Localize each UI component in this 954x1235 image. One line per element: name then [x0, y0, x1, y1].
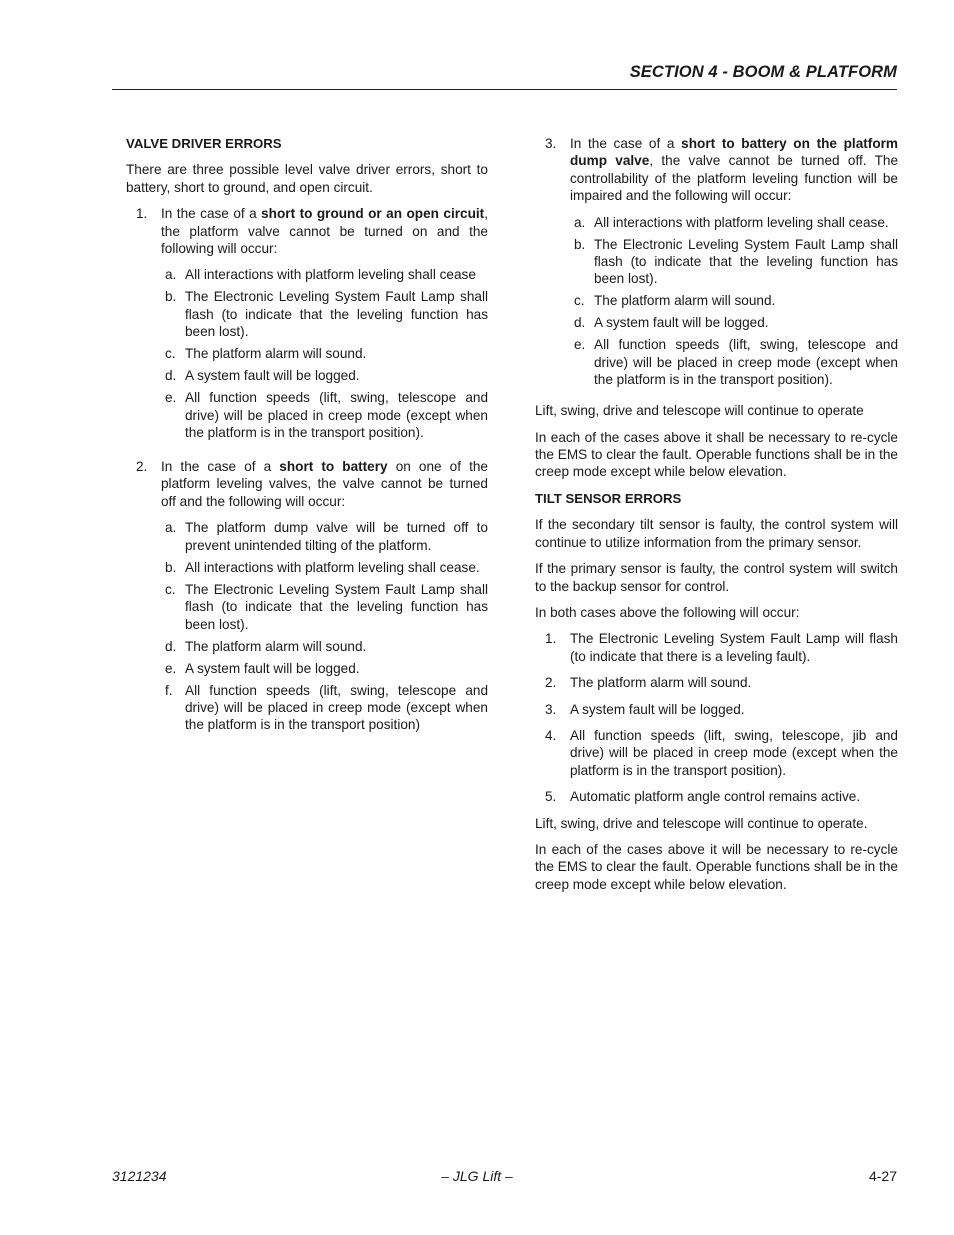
tilt-recycle-note: In each of the cases above it will be necessary to re-cycle the EMS to clear the fault. Operable functions shall be in the creep mode except while below elevation.	[535, 841, 898, 892]
item-number: 3.	[545, 136, 557, 151]
valve-driver-errors-heading: VALVE DRIVER ERRORS	[126, 136, 282, 151]
footer-doc-number: 3121234	[112, 1168, 167, 1184]
recycle-note: In each of the cases above it shall be necessary to re-cycle the EMS to clear the fault. Operable functions shall be in the creep mode except while below elevation.	[535, 429, 898, 480]
sub-list	[161, 266, 488, 441]
right-column	[535, 135, 898, 902]
sub-list-item: b. The Electronic Leveling System Fault Lamp shall flash (to indicate that the leveling function has been lost).	[165, 289, 488, 340]
item-number: 1.	[136, 206, 148, 222]
tilt-sensor-errors-heading: TILT SENSOR ERRORS	[535, 490, 682, 506]
tilt-paragraph: If the secondary tilt sensor is faulty, the control system will continue to utilize information from the primary sensor.	[535, 517, 898, 550]
section-title: SECTION 4 - BOOM & PLATFORM	[629, 63, 897, 81]
sub-list-item: f. All function speeds (lift, swing, telescope and drive) will be placed in creep mode (except when the platform is in the transport position)	[165, 682, 488, 733]
sub-list-item: e. All function speeds (lift, swing, telescope and drive) will be placed in creep mode (except when the platform is in the transport position).	[574, 337, 898, 388]
list-item: 1. The Electronic Leveling System Fault Lamp will flash (to indicate that there is a leveling fault).	[545, 631, 898, 664]
sub-list-item: c. The platform alarm will sound.	[165, 346, 367, 362]
tilt-paragraph: If the primary sensor is faulty, the control system will switch to the backup sensor for control.	[535, 561, 898, 594]
sub-list-item: a. All interactions with platform leveling shall cease	[165, 267, 476, 283]
sub-list-item: b. The Electronic Leveling System Fault Lamp shall flash (to indicate that the leveling function has been lost).	[574, 236, 898, 287]
item-text: In the case of a short to ground or an open circuit, the platform valve cannot be turned on and the following will occur:	[161, 206, 488, 257]
tilt-paragraph: In both cases above the following will occur:	[535, 604, 800, 620]
left-column	[126, 135, 488, 747]
intro-paragraph: There are three possible level valve driver errors, short to battery, short to ground, and open circuit.	[126, 162, 488, 195]
tilt-continue-note: Lift, swing, drive and telescope will continue to operate.	[535, 815, 868, 831]
footer-page-number: 4-27	[868, 1168, 897, 1184]
sub-list-item: d. A system fault will be logged.	[574, 315, 769, 331]
list-item	[126, 205, 488, 446]
item-text: In the case of a short to battery on the platform dump valve, the valve cannot be turned off. The controllability of the platform leveling function will be impaired and the following will occur:	[570, 136, 899, 204]
list-item: 3. A system fault will be logged.	[545, 701, 745, 717]
sub-list-item: d. A system fault will be logged.	[165, 368, 360, 384]
sub-list-item: c. The platform alarm will sound.	[574, 293, 776, 309]
list-item: 5. Automatic platform angle control remains active.	[545, 789, 861, 805]
sub-list	[570, 214, 898, 389]
list-item	[535, 135, 898, 393]
header-divider	[112, 89, 897, 90]
continue-note: Lift, swing, drive and telescope will continue to operate	[535, 403, 864, 419]
sub-list-item: c. The Electronic Leveling System Fault Lamp shall flash (to indicate that the leveling function has been lost).	[165, 581, 488, 632]
sub-list-item: b. All interactions with platform leveling shall cease.	[165, 559, 480, 575]
list-item: 4. All function speeds (lift, swing, telescope, jib and drive) will be placed in creep mode (except when the platform is in the transport position).	[545, 727, 898, 778]
sub-list-item: e. All function speeds (lift, swing, telescope and drive) will be placed in creep mode (except when the platform is in the transport position).	[165, 390, 488, 441]
sub-list	[161, 519, 488, 733]
sub-list-item: a. The platform dump valve will be turned off to prevent unintended tilting of the platform.	[165, 520, 488, 553]
sub-list-item: e. A system fault will be logged.	[165, 660, 360, 676]
item-text: In the case of a short to battery on one of the platform leveling valves, the valve cannot be turned off and the following will occur:	[161, 459, 488, 509]
list-item	[126, 458, 488, 738]
sub-list-item: a. All interactions with platform leveling shall cease.	[574, 214, 889, 230]
footer-publisher: – JLG Lift –	[441, 1168, 513, 1184]
item-number: 2.	[136, 459, 148, 475]
list-item: 2. The platform alarm will sound.	[545, 675, 752, 691]
sub-list-item: d. The platform alarm will sound.	[165, 638, 367, 654]
